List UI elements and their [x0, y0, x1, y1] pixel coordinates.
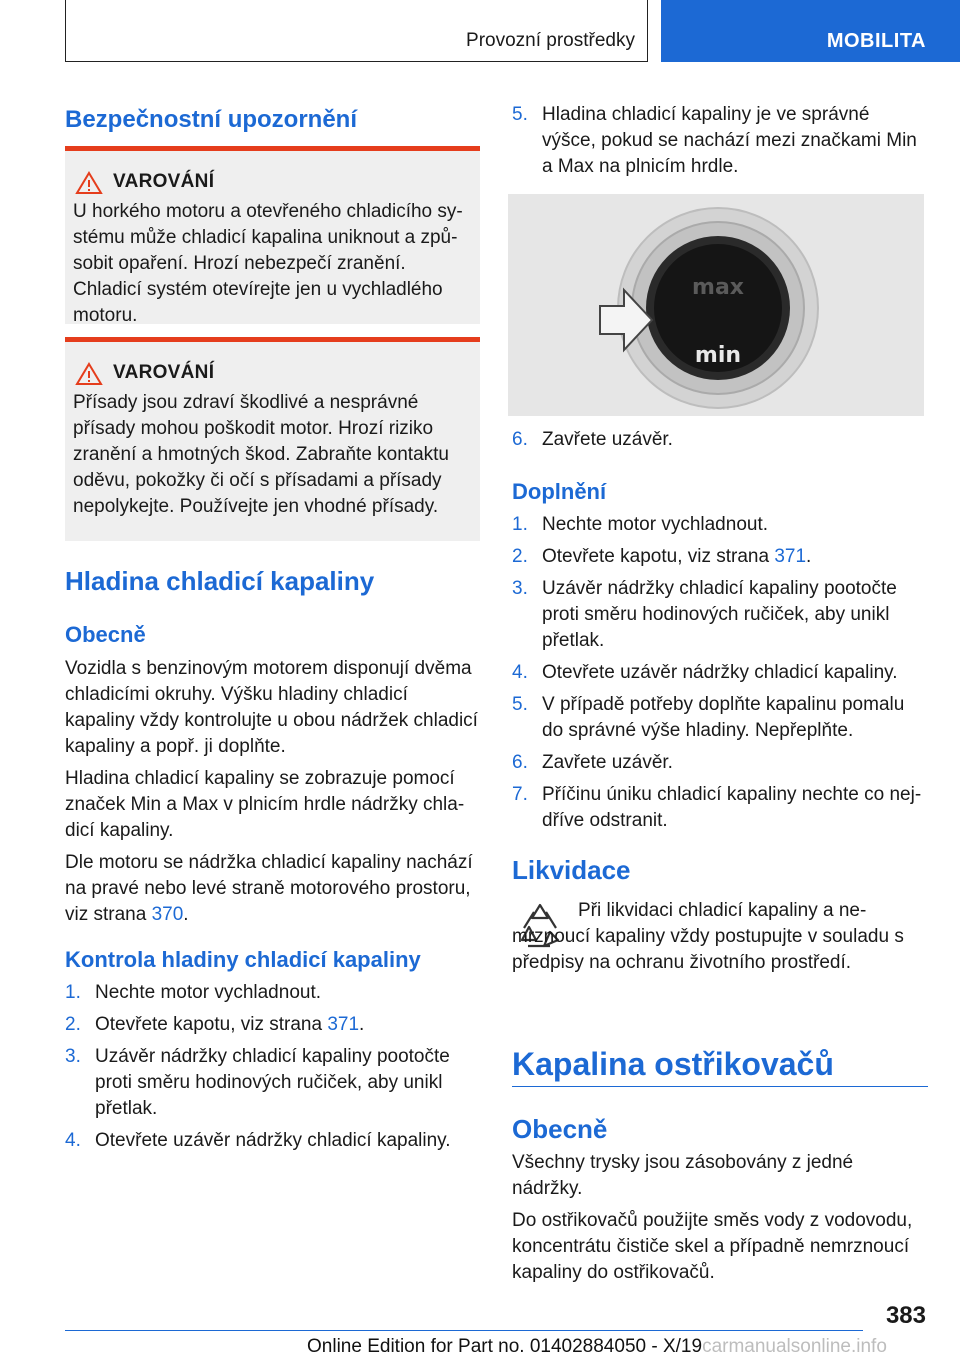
- list-item: [512, 692, 928, 744]
- warning-box-hot-engine: [65, 146, 480, 324]
- general-paragraph: Hladina chladicí kapaliny se zobrazuje pomocí značek Min a Max v plnicím hrdle nádržky chladicí kapaliny.: [65, 768, 465, 841]
- step-number: 5.: [512, 694, 528, 715]
- safety-title: Bezpečnostní upozornění: [65, 106, 358, 133]
- step-text: Zavřete uzávěr.: [542, 429, 673, 450]
- disposal-title: Likvidace: [512, 855, 631, 885]
- list-item: [65, 1128, 480, 1154]
- footer-rule: [65, 1330, 863, 1331]
- washer-paragraph: Všechny trysky jsou zásobovány z jedné nádržky.: [512, 1152, 854, 1199]
- general-section: [65, 656, 480, 928]
- step-text: Nechte motor vychladnout.: [95, 982, 322, 1003]
- washer-paragraph: Do ostřikovačů použijte směs vody z vodovodu, koncentrátu čističe skel a případně nemrznoucí kapaliny do ostřikovačů.: [512, 1210, 913, 1283]
- list-item: [512, 750, 928, 776]
- list-item: [512, 544, 928, 570]
- step-6-list: [512, 427, 928, 459]
- coolant-reservoir-illustration: [508, 194, 924, 416]
- step-text: Příčinu úniku chladicí kapaliny nechte co nejdříve odstranit.: [542, 784, 922, 831]
- step-number: 7.: [512, 784, 528, 805]
- step-number: 3.: [65, 1046, 81, 1067]
- warning-title: VAROVÁNÍ: [113, 362, 215, 383]
- list-item: [512, 576, 928, 654]
- check-level-subtitle: Kontrola hladiny chladicí kapaliny: [65, 947, 421, 972]
- list-item: [512, 512, 928, 538]
- warning-triangle-icon: [75, 362, 103, 386]
- step-text: Zavřete uzávěr.: [542, 752, 673, 773]
- step-number: 4.: [512, 662, 528, 683]
- step-text: Otevřete kapotu, viz strana: [95, 1014, 328, 1035]
- general-paragraph: Vozidla s benzinovým motorem disponují dvěma chladicími okruhy. Výšku hladiny chladicí kapaliny vždy kontrolujte u obou nádržek chladicí kapaliny a popř. ji doplňte.: [65, 658, 478, 757]
- step-text: Hladina chladicí kapaliny je ve správné výšce, pokud se nachází mezi značkami Min a Max na plnicím hrdle.: [542, 104, 917, 177]
- step-text: Otevřete uzávěr nádržky chladicí kapaliny.: [542, 662, 898, 683]
- step-text: Nechte motor vychladnout.: [542, 514, 769, 535]
- warning-text: U horkého motoru a otevřeného chladicího systému může chladicí kapalina uniknout a způsobit opaření. Hrozí nebezpečí zranění. Chladicí systém otevírejte jen u vychladlého motoru.: [73, 201, 463, 326]
- list-item: [512, 427, 928, 453]
- washer-general-subtitle: Obecně: [512, 1114, 608, 1144]
- step-number: 1.: [65, 982, 81, 1003]
- edition-text: Online Edition for Part no. 01402884050 - X/19: [307, 1336, 703, 1357]
- step-number: 6.: [512, 429, 528, 450]
- coolant-filler-neck-image: [508, 194, 924, 416]
- step-number: 6.: [512, 752, 528, 773]
- step-number: 1.: [512, 514, 528, 535]
- step-number: 2.: [65, 1014, 81, 1035]
- step-text: Uzávěr nádržky chladicí kapaliny pootočte proti směru hodinových ručiček, aby unikl přetlak.: [95, 1046, 450, 1119]
- page-link[interactable]: 371: [327, 1014, 360, 1035]
- title-rule: [512, 1086, 928, 1087]
- min-mark: min: [694, 343, 742, 368]
- footer-edition: [307, 1336, 887, 1358]
- page-link[interactable]: 371: [774, 546, 807, 567]
- general-paragraph: [65, 850, 480, 928]
- step-number: 5.: [512, 104, 528, 125]
- disposal-text: Při likvidaci chladicí kapaliny a nemrznoucí kapaliny vždy postupujte v souladu s předpisy na ochranu životního prostředí.: [512, 900, 904, 973]
- check-steps-list: [65, 980, 480, 1160]
- coolant-level-title: Hladina chladicí kapaliny: [65, 566, 375, 596]
- warning-title: VAROVÁNÍ: [113, 171, 215, 192]
- warning-box-additives: [65, 337, 480, 541]
- refill-subtitle: Doplnění: [512, 479, 607, 504]
- step-text: Otevřete kapotu, viz strana: [542, 546, 775, 567]
- step-number: 2.: [512, 546, 528, 567]
- step-number: 3.: [512, 578, 528, 599]
- step-text: Otevřete uzávěr nádržky chladicí kapaliny.: [95, 1130, 451, 1151]
- list-item: [65, 1012, 480, 1038]
- header-section-label: Provozní prostředky: [466, 30, 635, 51]
- washer-fluid-title: Kapalina ostřikovačů: [512, 1046, 834, 1082]
- list-item: [65, 980, 480, 1006]
- header-chapter-tab: [661, 0, 960, 62]
- step-number: 4.: [65, 1130, 81, 1151]
- refill-steps-list: [512, 512, 928, 840]
- list-item: [512, 782, 928, 834]
- step-text: V případě potřeby doplňte kapalinu pomalu do správné výše hladiny. Nepřeplňte.: [542, 694, 905, 741]
- max-mark: max: [692, 275, 744, 300]
- watermark-text: carmanualsonline.info: [702, 1336, 887, 1357]
- page-number: 383: [885, 1302, 926, 1329]
- step-text: .: [359, 1014, 365, 1035]
- step-5-list: [512, 102, 928, 186]
- paragraph-text: Dle motoru se nádržka chladicí kapaliny nachází na pravé nebo levé straně motorového prostoru, viz strana: [65, 852, 473, 925]
- general-subtitle: Obecně: [65, 622, 146, 647]
- list-item: [512, 660, 928, 686]
- warning-text: Přísady jsou zdraví škodlivé a nesprávné přísady mohou poškodit motor. Hrozí riziko zranění a hmotných škod. Zabraňte kontaktu oděvu, pokožky či očí s přísadami a přísady nepolykejte. Používejte jen vhodné přísady.: [73, 392, 449, 517]
- step-text: Uzávěr nádržky chladicí kapaliny pootočte proti směru hodinových ručiček, aby unikl přetlak.: [542, 578, 897, 651]
- page-link[interactable]: 370: [151, 904, 184, 925]
- warning-triangle-icon: [75, 171, 103, 195]
- header-chapter-label: MOBILITA: [826, 30, 926, 52]
- step-text: .: [806, 546, 812, 567]
- paragraph-text: .: [183, 904, 189, 925]
- list-item: [512, 102, 928, 180]
- washer-general-section: [512, 1150, 928, 1286]
- header-section-tab: [65, 0, 648, 62]
- list-item: [65, 1044, 480, 1122]
